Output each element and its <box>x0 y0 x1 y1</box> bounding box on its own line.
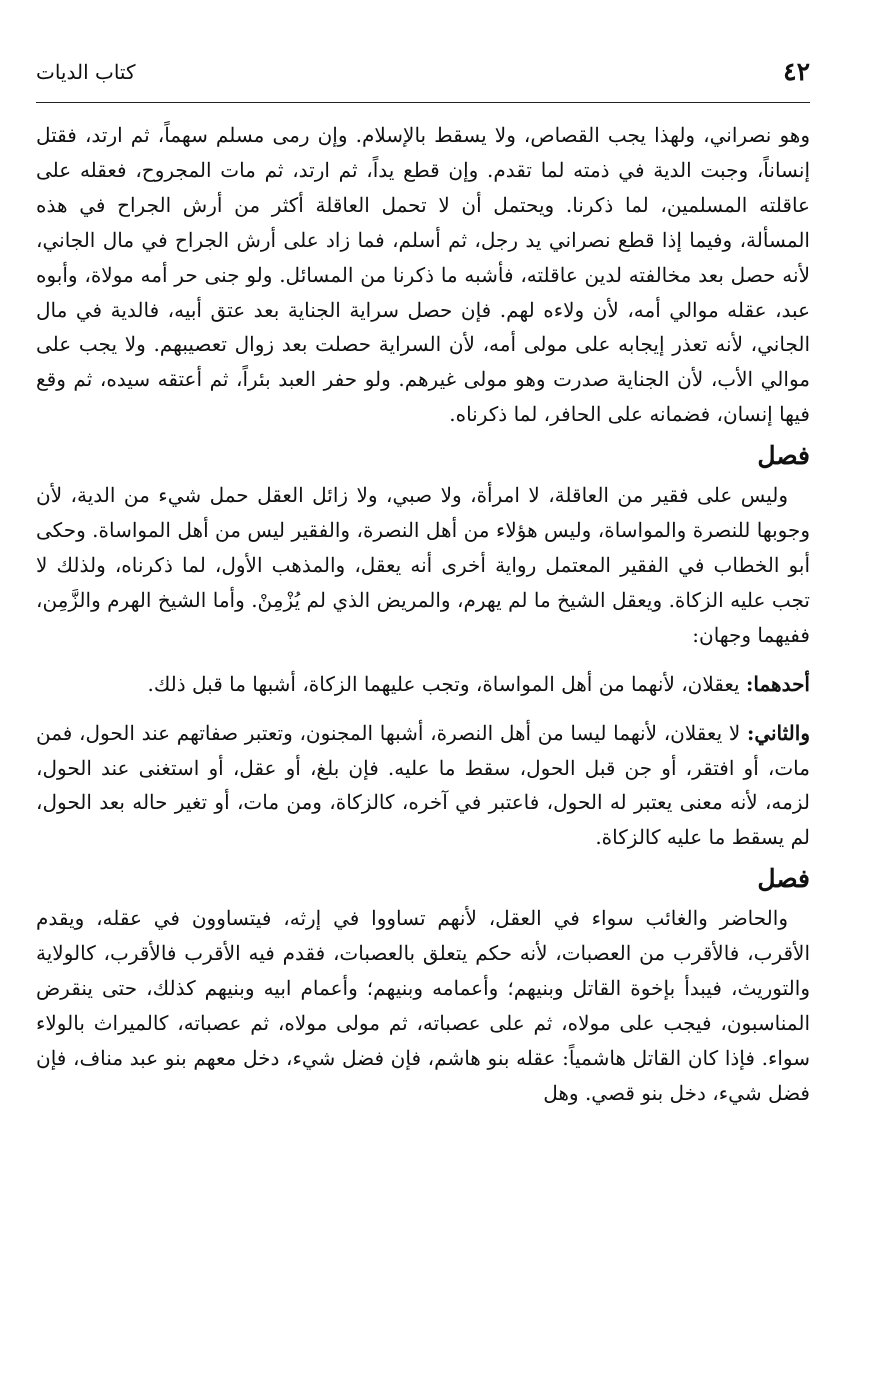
paragraph-1: وهو نصراني، ولهذا يجب القصاص، ولا يسقط بالإسلام. وإن رمى مسلم سهماً، ثم ارتد، فقتل إنساناً، وجبت الدية في ذمته لما تقدم. وإن قطع يداً، ثم ارتد، ثم مات المجروح، فعقله على عاقلته المسلمين، لما ذكرنا. ويحتمل أن لا تحمل العاقلة أكثر من أرش الجراح في هذه المسألة، وفيما إذا قطع نصراني يد رجل، ثم أسلم، فما زاد على أرش الجراح في مال الجاني، لأنه حصل بعد مخالفته لدين عاقلته، فأشبه ما ذكرنا من المسائل. ولو جنى حر أمه مولاة، وأبوه عبد، عقله موالي أمه، لأن ولاءه لهم. فإن حصل سراية الجناية بعد عتق أبيه، فالدية في مال الجاني، لأنه تعذر إيجابه على مولى أمه، لأن السراية حصلت بعد زوال تعصيبهم. ولا يجب على موالي الأب، لأن الجناية صدرت وهو مولى غيرهم. ولو حفر العبد بئراً، ثم أعتقه سيده، ثم وقع فيها إنسان، فضمانه على الحافر، لما ذكرناه. <box>36 123 811 427</box>
paragraph-2 <box>36 478 810 653</box>
paragraph-5 <box>36 901 810 1110</box>
section-heading-2: فصل <box>757 864 810 894</box>
page-number: ٤٢ <box>783 57 810 86</box>
paragraph-3 <box>36 667 810 702</box>
paragraph-4-text: لا يعقلان، لأنهما ليسا من أهل النصرة، أشبها المجنون، وتعتبر صفاتهم عند الحول، فمن مات، أو افتقر، أو جن قبل الحول، سقط ما عليه. فإن بلغ، أو عقل، أو استغنى عند الحول، لزمه، لأنه معنى يعتبر له الحول، فاعتبر في آخره، كالزكاة، ومن مات، أو تغير حاله بعد الحول، لم يسقط ما عليه كالزكاة. <box>36 720 810 850</box>
paragraph-5-text: والحاضر والغائب سواء في العقل، لأنهم تساووا في إرثه، فيتساوون في عقله، ويقدم الأقرب، فالأقرب من العصبات، لأنه حكم يتعلق بالعصبات، فقدم فيه الأقرب فالأقرب، كالولاية والتوريث، فيبدأ بإخوة القاتل وبنيهم؛ وأعمامه وبنيهم؛ وأعمام ابيه وبنيهم كذلك، حتى ينقرض المناسبون، فيجب على مولاه، ثم على عصباته، ثم مولى مولاه، ثم عصباته، كالميراث بالولاء سواء. فإذا كان القاتل هاشمياً: عقله بنو هاشم، فإن فضل شيء، دخل معهم بنو عبد مناف، فإن فضل شيء، دخل بنو قصي. وهل <box>36 906 810 1105</box>
paragraph-2-text: وليس على فقير من العاقلة، لا امرأة، ولا صبي، ولا زائل العقل حمل شيء من الدية، لأن وجوبها للنصرة والمواساة، وليس هؤلاء من أهل النصرة، والفقير ليس من أهل المواساة. وحكى أبو الخطاب في الفقير المعتمل رواية أخرى أنه يعقل، والمذهب الأول، لما ذكرناه، ولذلك لا تجب عليه الزكاة. ويعقل الشيخ ما لم يهرم، والمريض الذي لم يُزْمِنْ. وأما الشيخ الهرم والزَّمِن، ففيهما وجهان: <box>36 483 810 647</box>
section-heading-1: فصل <box>757 441 810 471</box>
running-head <box>36 56 810 92</box>
paragraph-4-lead: والثاني: <box>746 720 810 745</box>
paragraph-3-text: يعقلان، لأنهما من أهل المواساة، وتجب عليهما الزكاة، أشبها ما قبل ذلك. <box>147 671 746 696</box>
paragraph-3-lead: أحدهما: <box>745 671 810 696</box>
main-text <box>36 118 810 1111</box>
header-divider <box>36 102 810 103</box>
paragraph-4 <box>36 716 810 856</box>
book-title: كتاب الديات <box>36 60 136 84</box>
